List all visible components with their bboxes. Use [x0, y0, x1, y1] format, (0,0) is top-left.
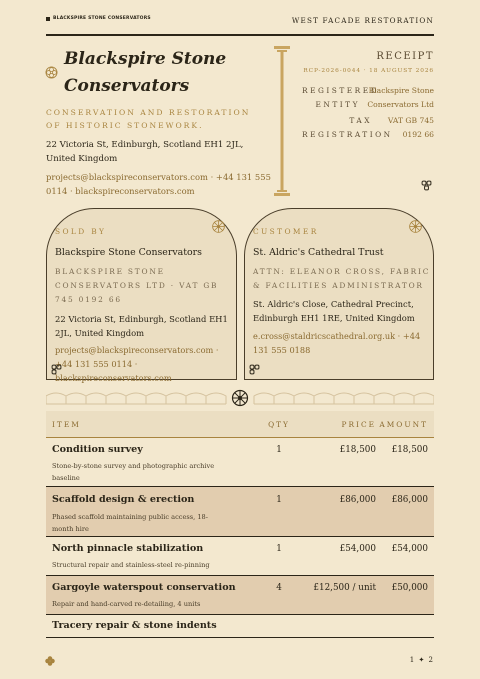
arcade-frieze: [46, 388, 434, 408]
seller-address: 22 Victoria St, Edinburgh, Scotland EH1 2JL, United Kingdom: [55, 314, 228, 338]
sold-by-card: [46, 208, 237, 383]
table-row: [46, 615, 434, 638]
item-title: Condition survey: [52, 444, 143, 455]
item-price: £18,500: [339, 445, 376, 455]
item-price: £12,500 / unit: [313, 583, 376, 593]
item-amount: £50,000: [391, 583, 428, 593]
company-name-line1: Blackspire Stone: [64, 49, 227, 69]
clover-icon: [51, 364, 62, 375]
sold-by-label: SOLD BY: [55, 227, 107, 236]
trefoil-icon: [421, 180, 432, 191]
item-desc: Phased scaffold maintaining public access, 18-month hire: [52, 513, 208, 533]
rosette-icon: [45, 66, 58, 79]
item-desc: Structural repair and stainless-steel re-pinning: [52, 561, 210, 569]
company-tagline: CONSERVATION AND RESTORATION OF HISTORIC STONEWORK.: [46, 108, 251, 130]
customer-label: CUSTOMER: [253, 227, 319, 236]
item-title: Scaffold design & erection: [52, 494, 195, 505]
tax-value: VAT GB 745 0192 66: [387, 116, 434, 139]
item-title: North pinnacle stabilization: [52, 543, 204, 554]
mini-brand-text: BLACKSPIRE STONE CONSERVATORS: [53, 16, 151, 21]
item-qty: 1: [276, 445, 282, 455]
clover-icon: [249, 364, 260, 375]
brand-square-icon: [46, 17, 50, 21]
entity-value: Blackspire Stone Conservators Ltd: [367, 86, 434, 109]
tax-label: TAX REGISTRATION: [302, 116, 393, 139]
item-amount: £18,500: [391, 445, 428, 455]
table-header: [46, 411, 434, 438]
column-ornament: [274, 46, 290, 196]
rose-window-icon: [409, 220, 422, 233]
line-items-table: [46, 411, 434, 638]
company-address: 22 Victoria St, Edinburgh, Scotland EH1 2JL, United Kingdom: [46, 140, 244, 164]
customer-contact[interactable]: e.cross@staldricscathedral.org.uk · +44 131 555 0188: [253, 331, 421, 355]
entity-label: REGISTERED ENTITY: [302, 86, 380, 109]
item-desc: Stone-by-stone survey and photographic archive baseline: [52, 462, 215, 482]
page-indicator: 1 ✦ 2: [409, 656, 434, 664]
item-qty: 1: [276, 544, 282, 554]
customer-card: [244, 208, 434, 380]
table-row: [46, 487, 434, 537]
item-price: £86,000: [339, 495, 376, 505]
item-qty: 1: [276, 495, 282, 505]
table-row: [46, 576, 434, 615]
mini-brand: [46, 16, 151, 21]
header-rule: [46, 34, 434, 36]
item-amount: £54,000: [391, 544, 428, 554]
item-title: Tracery repair & stone indents: [52, 620, 217, 631]
seller-legal: BLACKSPIRE STONE CONSERVATORS LTD · VAT GB 745 0192 66: [55, 267, 219, 304]
seller-contact[interactable]: projects@blackspireconservators.com · +44 131 555 0114 · blackspireconservators.com: [55, 345, 219, 383]
seller-name: Blackspire Stone Conservators: [55, 247, 202, 258]
col-item: ITEM: [52, 419, 81, 429]
receipt-heading: RECEIPT: [376, 51, 434, 62]
col-qty: QTY: [268, 419, 290, 429]
customer-address: St. Aldric's Close, Cathedral Precinct, Edinburgh EH1 1RE, United Kingdom: [253, 299, 415, 323]
table-row: [46, 537, 434, 576]
company-name: [64, 46, 264, 100]
company-name-line2: Conservators: [64, 76, 190, 96]
rose-window-icon: [212, 220, 225, 233]
customer-name: St. Aldric's Cathedral Trust: [253, 247, 384, 258]
company-contact[interactable]: projects@blackspireconservators.com · +44 131 555 0114 · blackspireconservators.com: [46, 172, 271, 196]
table-row: [46, 438, 434, 487]
item-amount: £86,000: [391, 495, 428, 505]
document-title: WEST FACADE RESTORATION: [291, 16, 434, 25]
col-amount: AMOUNT: [379, 419, 428, 429]
quatrefoil-icon: [45, 656, 55, 666]
customer-attn: ATTN: ELEANOR CROSS, FABRIC & FACILITIES ADMINISTRATOR: [253, 267, 431, 290]
col-price: PRICE: [341, 419, 376, 429]
item-desc: Repair and hand-carved re-detailing, 4 units: [52, 600, 201, 608]
receipt-number: RCP-2026-0044 · 18 AUGUST 2026: [303, 68, 434, 74]
item-qty: 4: [276, 583, 282, 593]
item-price: £54,000: [339, 544, 376, 554]
item-title: Gargoyle waterspout conservation: [52, 582, 236, 593]
